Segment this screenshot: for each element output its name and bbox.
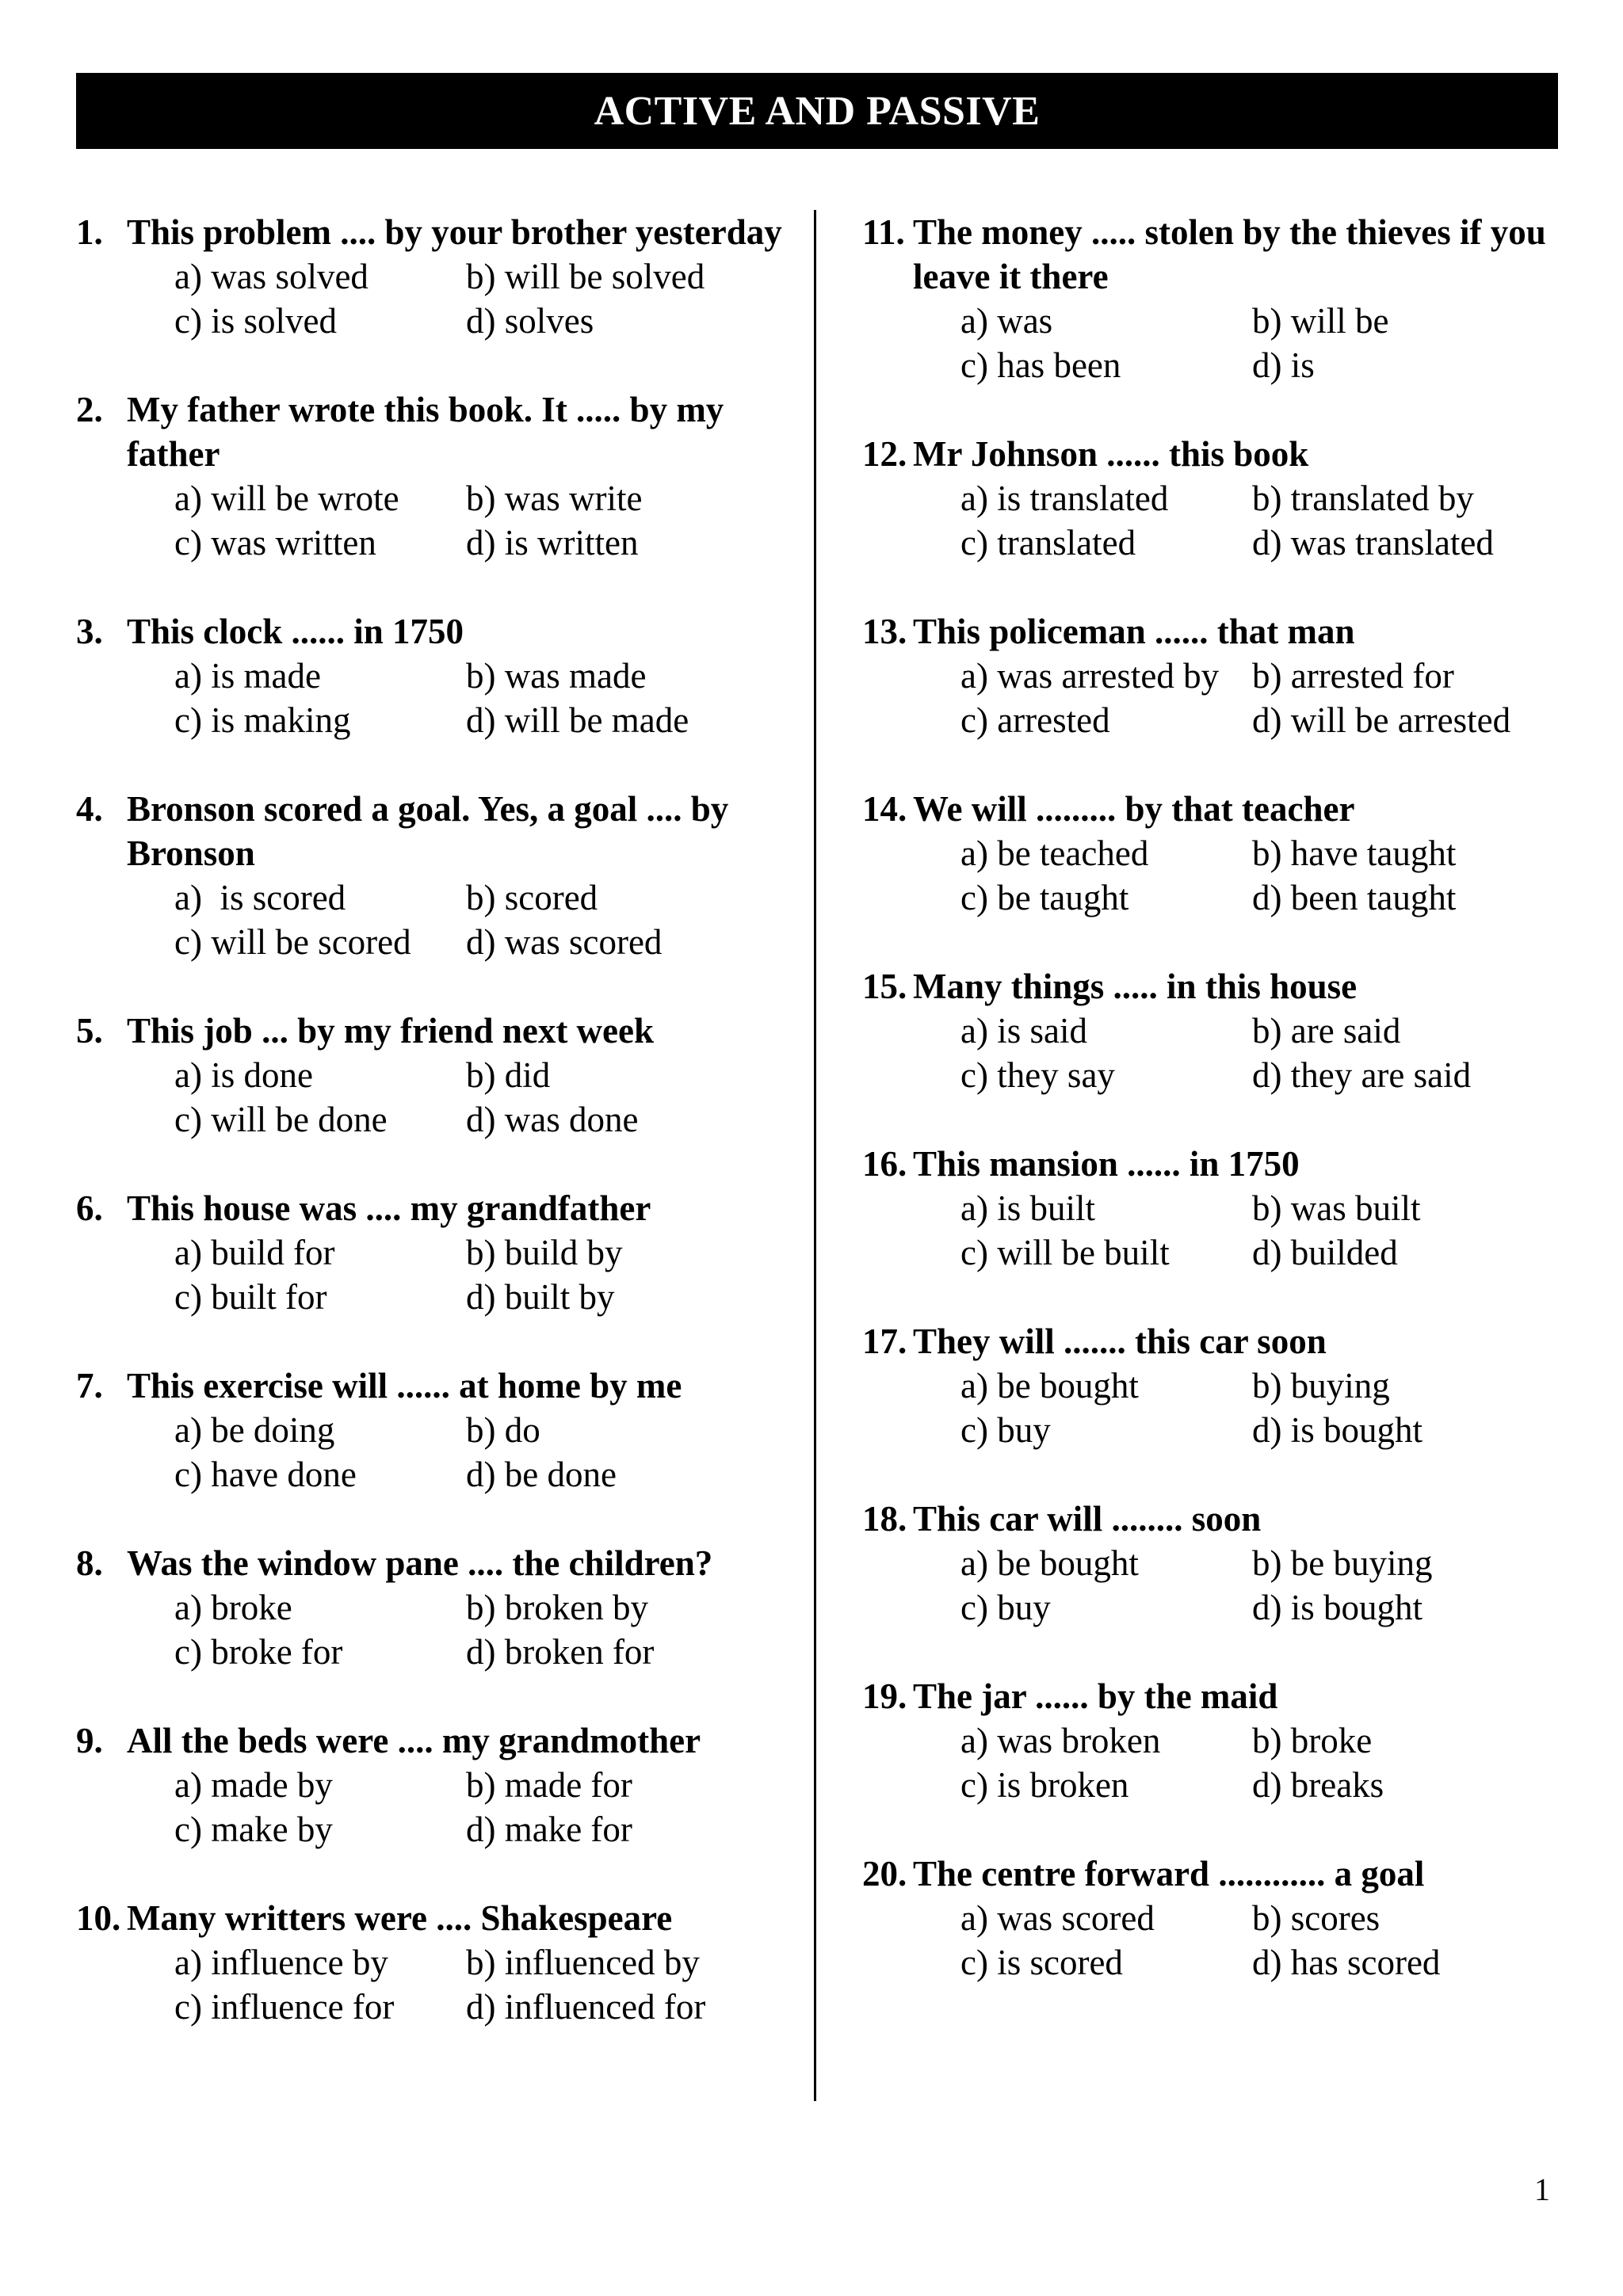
question-number: 4. [76,789,103,829]
question-number: 11. [862,212,905,252]
answer-options [960,831,1575,920]
question-item [76,609,789,742]
option-d: d) was scored [466,922,663,962]
option-a: a) be bought [960,1366,1139,1405]
question-item [862,787,1575,920]
option-c: c) is solved [174,301,337,341]
option-a: a) build for [174,1233,335,1272]
question-number: 14. [862,789,907,829]
option-c: c) was written [174,523,376,563]
option-d: d) was translated [1252,523,1494,563]
question-item [862,964,1575,1097]
option-c: c) has been [960,345,1121,385]
question-number: 16. [862,1144,907,1184]
answer-options [174,254,789,343]
question-stem [862,1142,1575,1186]
option-a: a) influence by [174,1943,388,1982]
question-text: This problem .... by your brother yesterday [127,212,782,252]
option-d: d) solves [466,301,594,341]
question-stem [76,1186,789,1230]
option-b: b) will be [1252,301,1389,341]
option-d: d) was done [466,1100,639,1139]
option-d: d) make for [466,1810,632,1849]
question-text: Bronson scored a goal. Yes, a goal .... by Bronson [127,789,729,873]
question-text: This car will ........ soon [913,1499,1262,1539]
answer-options [174,875,789,964]
option-d: d) be done [466,1455,617,1494]
answer-options [174,476,789,565]
question-text: My father wrote this book. It ..... by my father [127,390,724,474]
question-number: 13. [862,612,907,651]
question-stem [862,787,1575,831]
question-text: The money ..... stolen by the thieves if you leave it there [913,212,1546,296]
question-stem [76,609,789,654]
option-d: d) influenced for [466,1987,706,2027]
option-c: c) have done [174,1455,357,1494]
option-c: c) translated [960,523,1136,563]
option-c: c) make by [174,1810,333,1849]
question-item [76,1363,789,1497]
question-item [862,1497,1575,1630]
question-stem [76,1541,789,1585]
option-a: a) was [960,301,1053,341]
question-number: 12. [862,434,907,474]
answer-options [960,299,1575,387]
question-number: 20. [862,1854,907,1894]
question-number: 9. [76,1721,103,1760]
option-b: b) build by [466,1233,623,1272]
answer-options [174,1053,789,1142]
page-title: ACTIVE AND PASSIVE [76,73,1558,149]
right-column [862,210,1575,2029]
option-c: c) they say [960,1055,1115,1095]
option-b: b) buying [1252,1366,1390,1405]
option-a: a) was broken [960,1721,1161,1760]
question-stem [76,387,789,476]
question-item [76,1186,789,1319]
question-text: They will ....... this car soon [913,1322,1327,1361]
option-a: a) is built [960,1188,1095,1228]
answer-options [960,1718,1575,1807]
option-b: b) broken by [466,1588,648,1627]
option-a: a) broke [174,1588,292,1627]
question-item [862,1142,1575,1275]
option-b: b) will be solved [466,257,705,296]
option-b: b) scored [466,878,598,917]
answer-options [174,1408,789,1497]
option-d: d) they are said [1252,1055,1472,1095]
option-a: a) be doing [174,1410,335,1450]
option-b: b) broke [1252,1721,1373,1760]
option-d: d) is bought [1252,1588,1423,1627]
option-b: b) influenced by [466,1943,700,1982]
question-stem [76,787,789,875]
question-stem [76,1896,789,1940]
option-d: d) will be made [466,700,689,740]
option-a: a) is done [174,1055,313,1095]
question-text: We will ......... by that teacher [913,789,1355,829]
option-b: b) do [466,1410,540,1450]
page-number: 1 [1534,2172,1550,2207]
answer-options [174,1763,789,1852]
question-stem [76,210,789,254]
question-stem [862,1497,1575,1541]
option-a: a) is scored [174,878,346,917]
option-b: b) have taught [1252,833,1457,873]
question-number: 2. [76,390,103,429]
answer-options [960,1009,1575,1097]
option-a: a) be bought [960,1543,1139,1583]
option-b: b) are said [1252,1011,1401,1051]
answer-options [960,1896,1575,1985]
answer-options [960,1186,1575,1275]
option-d: d) has scored [1252,1943,1441,1982]
answer-options [174,1940,789,2029]
option-b: b) was made [466,656,647,696]
answer-options [960,476,1575,565]
question-item [76,387,789,565]
option-c: c) is broken [960,1765,1129,1805]
question-number: 1. [76,212,103,252]
question-number: 10. [76,1898,121,1938]
option-d: d) broken for [466,1632,655,1672]
question-text: This mansion ...... in 1750 [913,1144,1300,1184]
option-c: c) broke for [174,1632,343,1672]
answer-options [174,1230,789,1319]
answer-options [174,654,789,742]
option-a: a) made by [174,1765,333,1805]
question-number: 6. [76,1188,103,1228]
answer-options [960,1541,1575,1630]
question-text: The centre forward ............ a goal [913,1854,1425,1894]
option-c: c) influence for [174,1987,395,2027]
question-stem [862,964,1575,1009]
option-b: b) was write [466,479,643,518]
question-number: 5. [76,1011,103,1051]
question-text: Many things ..... in this house [913,967,1358,1006]
option-c: c) is scored [960,1943,1123,1982]
option-a: a) is said [960,1011,1087,1051]
option-d: d) is [1252,345,1315,385]
option-b: b) translated by [1252,479,1474,518]
option-c: c) will be scored [174,922,411,962]
question-number: 3. [76,612,103,651]
question-item [862,210,1575,387]
option-c: c) is making [174,700,351,740]
option-d: d) is written [466,523,639,563]
left-column [76,210,789,2073]
question-stem [862,210,1575,299]
question-stem [76,1718,789,1763]
question-text: This policeman ...... that man [913,612,1355,651]
option-d: d) is bought [1252,1410,1423,1450]
question-stem [862,609,1575,654]
question-item [862,432,1575,565]
question-text: This clock ...... in 1750 [127,612,464,651]
question-item [862,1319,1575,1452]
option-c: c) will be built [960,1233,1170,1272]
option-b: b) was built [1252,1188,1421,1228]
question-number: 19. [862,1676,907,1716]
option-d: d) breaks [1252,1765,1384,1805]
option-d: d) been taught [1252,878,1457,917]
question-item [76,1896,789,2029]
option-c: c) will be done [174,1100,388,1139]
question-stem [862,1674,1575,1718]
column-divider [814,210,816,2101]
option-c: c) be taught [960,878,1129,917]
option-a: a) be teached [960,833,1149,873]
option-b: b) made for [466,1765,632,1805]
question-item [76,787,789,964]
option-a: a) is translated [960,479,1169,518]
question-item [862,609,1575,742]
option-d: d) built by [466,1277,615,1317]
question-text: Was the window pane .... the children? [127,1543,713,1583]
answer-options [960,654,1575,742]
question-stem [862,432,1575,476]
question-item [76,1541,789,1674]
option-b: b) be buying [1252,1543,1433,1583]
option-b: b) did [466,1055,551,1095]
question-item [76,1009,789,1142]
question-number: 8. [76,1543,103,1583]
option-c: c) buy [960,1410,1051,1450]
option-b: b) arrested for [1252,656,1454,696]
option-a: a) was arrested by [960,656,1220,696]
question-stem [76,1363,789,1408]
question-text: This exercise will ...... at home by me [127,1366,682,1405]
question-item [862,1674,1575,1807]
question-text: This house was .... my grandfather [127,1188,651,1228]
question-stem [862,1319,1575,1363]
option-b: b) scores [1252,1898,1381,1938]
question-item [76,1718,789,1852]
option-a: a) was solved [174,257,369,296]
answer-options [960,1363,1575,1452]
question-text: All the beds were .... my grandmother [127,1721,701,1760]
question-number: 15. [862,967,907,1006]
option-d: d) builded [1252,1233,1398,1272]
question-number: 17. [862,1322,907,1361]
question-item [862,1852,1575,1985]
option-a: a) is made [174,656,321,696]
question-number: 18. [862,1499,907,1539]
option-d: d) will be arrested [1252,700,1511,740]
question-number: 7. [76,1366,103,1405]
option-c: c) arrested [960,700,1110,740]
question-item [76,210,789,343]
answer-options [174,1585,789,1674]
question-stem [76,1009,789,1053]
question-text: This job ... by my friend next week [127,1011,655,1051]
question-text: Mr Johnson ...... this book [913,434,1309,474]
option-c: c) buy [960,1588,1051,1627]
option-a: a) was scored [960,1898,1155,1938]
option-c: c) built for [174,1277,327,1317]
question-text: Many writters were .... Shakespeare [127,1898,673,1938]
option-a: a) will be wrote [174,479,399,518]
question-stem [862,1852,1575,1896]
question-text: The jar ...... by the maid [913,1676,1278,1716]
